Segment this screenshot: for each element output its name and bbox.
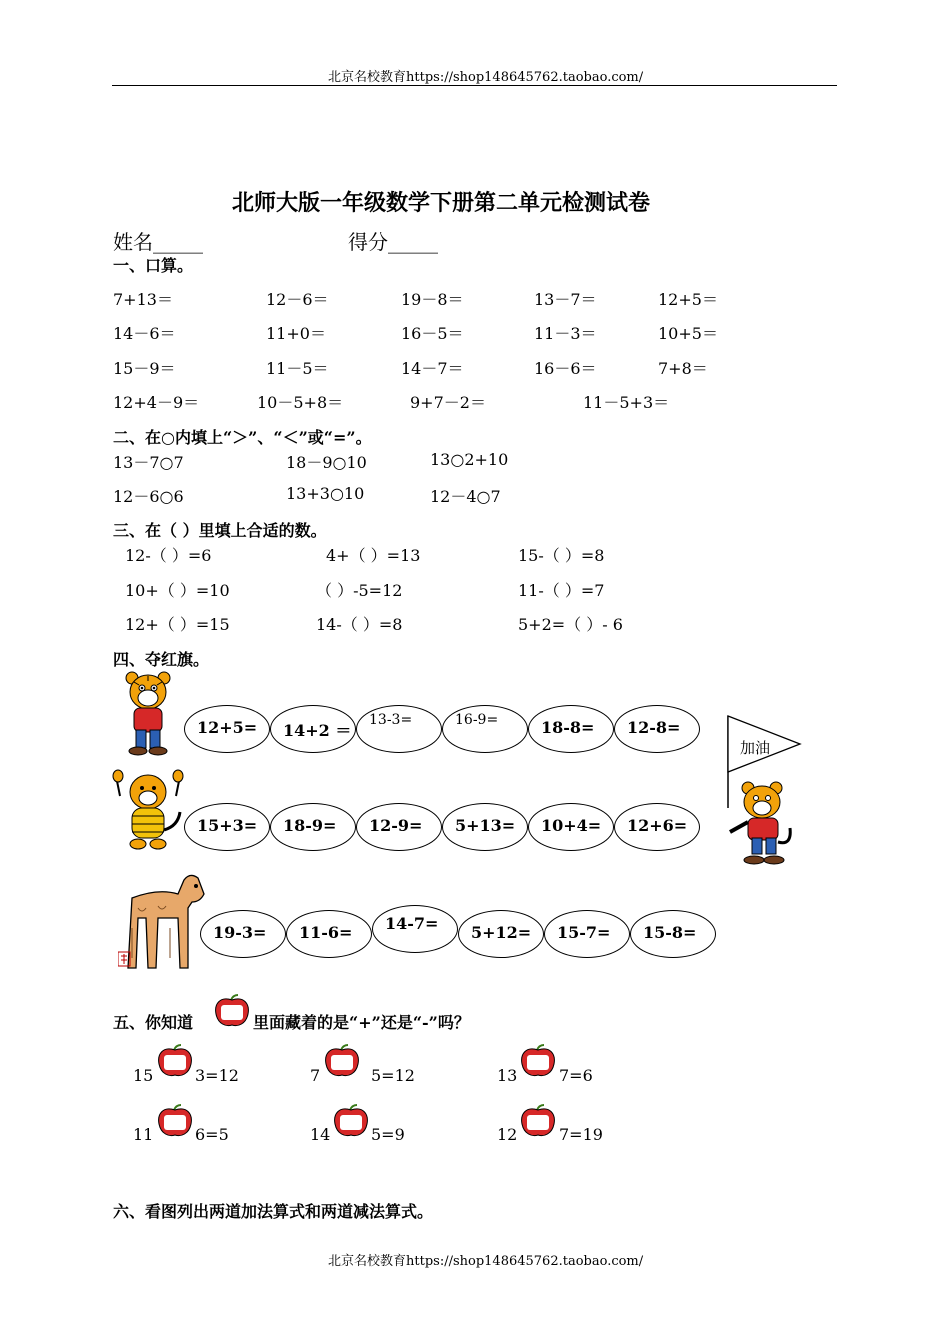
operand: 15	[133, 1066, 154, 1085]
section4-title: 四、夺红旗。	[113, 650, 210, 669]
apple-icon	[520, 1104, 556, 1138]
problem: 14-（ ）=8	[316, 615, 403, 634]
operand: 5=12	[371, 1066, 415, 1085]
problem: 11+0＝	[266, 324, 326, 343]
oval-problem: 15-7=	[557, 923, 611, 942]
oval-problem: 10+4=	[541, 816, 602, 835]
oval-problem: 5+13=	[455, 816, 516, 835]
answer-oval	[184, 705, 270, 753]
oval-problem: 19-3=	[213, 923, 267, 942]
operand: 5=9	[371, 1125, 405, 1144]
section5-title-start: 五、你知道	[113, 1013, 194, 1032]
apple-icon	[214, 994, 250, 1028]
operand: 12	[497, 1125, 518, 1144]
problem: 10+（ ）=10	[125, 581, 230, 600]
answer-oval	[372, 905, 458, 953]
problem: 4+（ ）=13	[326, 546, 421, 565]
problem: 9+7－2＝	[410, 393, 486, 412]
answer-oval	[184, 803, 270, 851]
oval-problem: 5+12=	[471, 923, 532, 942]
oval-problem: 11-6=	[299, 923, 353, 942]
tiger-illustration	[120, 668, 176, 758]
problem: 16－5＝	[401, 324, 464, 343]
problem: （ ）-5=12	[316, 581, 403, 600]
operand: 13	[497, 1066, 518, 1085]
problem: 13－7○7	[113, 453, 184, 472]
operand: 11	[133, 1125, 154, 1144]
oval-problem: 18-9=	[283, 816, 337, 835]
tiger-illustration	[728, 780, 796, 868]
problem: 12+4－9＝	[113, 393, 200, 412]
problem: 10+5＝	[658, 324, 718, 343]
problem: 14－6＝	[113, 324, 176, 343]
horse-illustration	[118, 868, 210, 974]
section3-title: 三、在（ ）里填上合适的数。	[113, 521, 327, 540]
answer-oval	[528, 803, 614, 851]
answer-oval	[630, 910, 716, 958]
answer-oval	[528, 705, 614, 753]
problem: 12－4○7	[430, 487, 501, 506]
apple-icon	[520, 1044, 556, 1078]
operand: 7=19	[559, 1125, 603, 1144]
answer-oval	[614, 705, 700, 753]
problem: 5+2=（ ）- 6	[518, 615, 623, 634]
problem: 12+（ ）=15	[125, 615, 230, 634]
oval-problem: 15-8=	[643, 923, 697, 942]
tiger-illustration	[112, 766, 184, 852]
page-footer: 北京名校教育https://shop148645762.taobao.com/	[328, 1254, 644, 1269]
oval-problem: 15+3=	[197, 816, 258, 835]
oval-problem: 14-7=	[385, 914, 439, 933]
section2-title: 二、在○内填上“＞”、“＜”或“=”。	[113, 428, 372, 447]
answer-oval	[270, 803, 356, 851]
problem: 12－6＝	[266, 290, 329, 309]
operand: 14	[310, 1125, 331, 1144]
oval-problem: 13-3=	[369, 712, 413, 728]
page-header: 北京名校教育https://shop148645762.taobao.com/	[328, 70, 644, 85]
apple-icon	[333, 1104, 369, 1138]
section5-title-end: 里面藏着的是“+”还是“-”吗？	[253, 1013, 470, 1032]
problem: 11-（ ）=7	[518, 581, 605, 600]
problem: 15-（ ）=8	[518, 546, 605, 565]
oval-problem: 12-8=	[627, 718, 681, 737]
problem: 11－5+3＝	[583, 393, 670, 412]
oval-problem: 12-9=	[369, 816, 423, 835]
problem: 13+3○10	[286, 484, 365, 503]
operand: 7=6	[559, 1066, 593, 1085]
problem: 18－9○10	[286, 453, 367, 472]
problem: 15－9＝	[113, 359, 176, 378]
problem: 12-（ ）=6	[125, 546, 212, 565]
answer-oval	[270, 705, 356, 753]
answer-oval	[356, 705, 442, 753]
operand: 3=12	[195, 1066, 239, 1085]
operand: 6=5	[195, 1125, 229, 1144]
problem: 7+13＝	[113, 290, 173, 309]
problem: 7+8＝	[658, 359, 708, 378]
oval-problem: 16-9=	[455, 712, 499, 728]
answer-oval	[286, 910, 372, 958]
oval-problem: 12+5=	[197, 718, 258, 737]
answer-oval	[356, 803, 442, 851]
score-field: 得分_____	[348, 230, 438, 254]
header-rule	[112, 85, 837, 86]
apple-icon	[157, 1044, 193, 1078]
answer-oval	[200, 910, 286, 958]
answer-oval	[442, 803, 528, 851]
problem: 14－7＝	[401, 359, 464, 378]
problem: 13○2+10	[430, 450, 509, 469]
problem: 11－3＝	[534, 324, 597, 343]
answer-oval	[442, 705, 528, 753]
problem: 10－5+8＝	[257, 393, 344, 412]
answer-oval	[614, 803, 700, 851]
problem: 11－5＝	[266, 359, 329, 378]
page-title: 北师大版一年级数学下册第二单元检测试卷	[232, 190, 651, 216]
answer-oval	[544, 910, 630, 958]
apple-icon	[324, 1044, 360, 1078]
problem: 12－6○6	[113, 487, 184, 506]
apple-icon	[157, 1104, 193, 1138]
answer-oval	[458, 910, 544, 958]
flag-text: 加油	[740, 739, 771, 757]
problem: 12+5＝	[658, 290, 718, 309]
section1-title: 一、口算。	[113, 256, 194, 275]
oval-problem: 18-8=	[541, 718, 595, 737]
section6-title: 六、看图列出两道加法算式和两道减法算式。	[113, 1202, 434, 1221]
oval-problem: 12+6=	[627, 816, 688, 835]
problem: 19－8＝	[401, 290, 464, 309]
name-field: 姓名_____	[113, 230, 203, 254]
oval-problem: 14+2 ＝	[283, 721, 352, 740]
operand: 7	[310, 1066, 321, 1085]
problem: 16－6＝	[534, 359, 597, 378]
problem: 13－7＝	[534, 290, 597, 309]
